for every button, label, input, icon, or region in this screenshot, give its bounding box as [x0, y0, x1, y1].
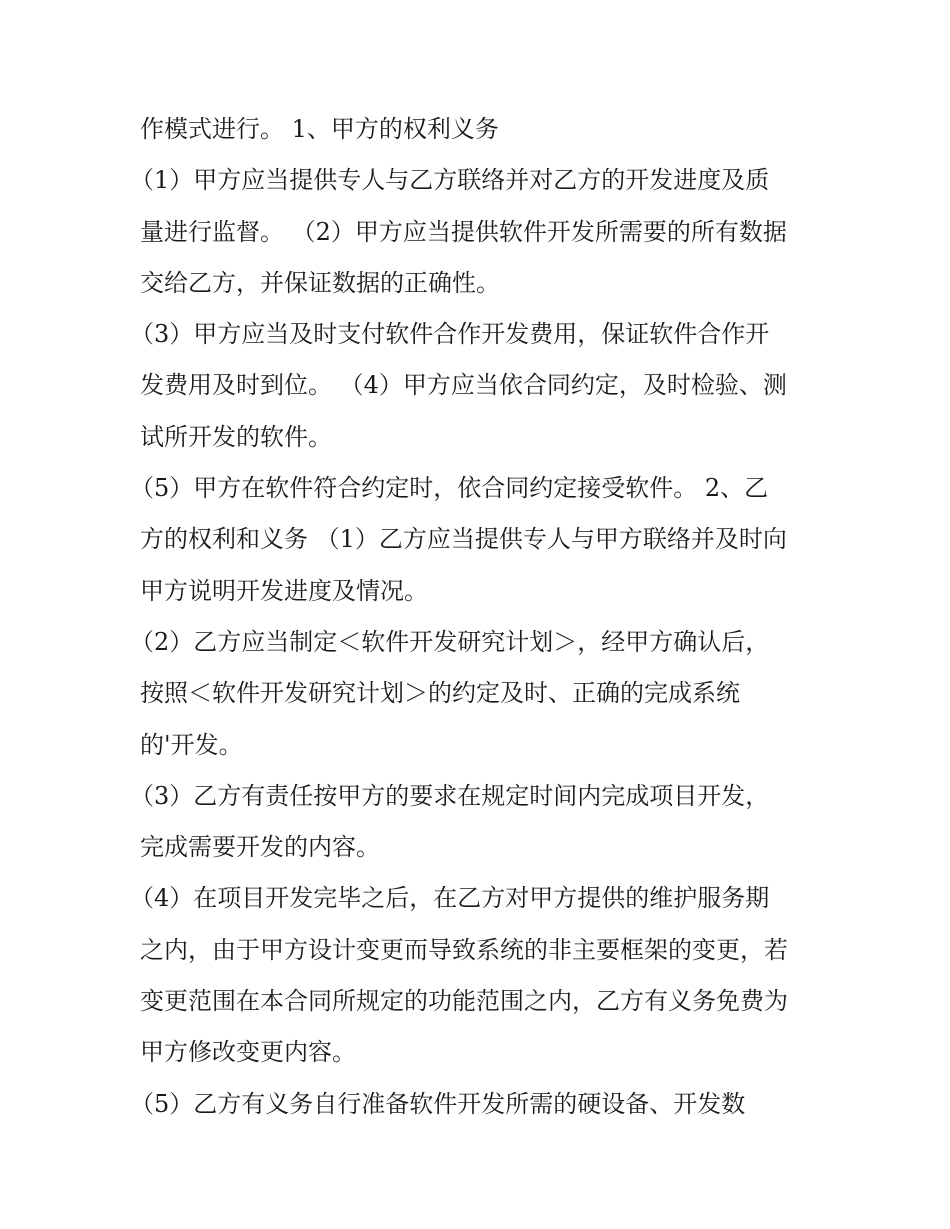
text-line: 变更范围在本合同所规定的功能范围之内，乙方有义务免费为	[140, 987, 788, 1016]
text-line: （2）乙方应当制定＜软件开发研究计划＞，经甲方确认后，	[130, 627, 770, 656]
text-line: 方的权利和义务 （1）乙方应当提供专人与甲方联络并及时向	[140, 525, 787, 554]
text-line: 作模式进行。 1、甲方的权利义务	[140, 115, 499, 143]
text-line: （5）乙方有义务自行准备软件开发所需的硬设备、开发数	[130, 1089, 746, 1118]
document-body	[130, 104, 820, 1130]
text-line: 交给乙方，并保证数据的正确性。	[140, 268, 500, 297]
text-line: 量进行监督。 （2）甲方应当提供软件开发所需要的所有数据	[140, 217, 787, 246]
text-line: 的'开发。	[140, 730, 243, 759]
text-line: 发费用及时到位。 （4）甲方应当依合同约定，及时检验、测	[140, 371, 787, 400]
text-line: 之内，由于甲方设计变更而导致系统的非主要框架的变更，若	[140, 935, 788, 964]
text-line: （1）甲方应当提供专人与乙方联络并对乙方的开发进度及质	[130, 166, 770, 195]
text-line: （5）甲方在软件符合约定时，依合同约定接受软件。 2、乙	[130, 474, 769, 503]
text-line: （4）在项目开发完毕之后，在乙方对甲方提供的维护服务期	[130, 884, 770, 913]
text-line: 试所开发的软件。	[140, 422, 332, 451]
text-line: 甲方修改变更内容。	[140, 1038, 356, 1067]
text-line: 按照＜软件开发研究计划＞的约定及时、正确的完成系统	[140, 679, 740, 708]
text-line: （3）甲方应当及时支付软件合作开发费用，保证软件合作开	[130, 320, 770, 349]
text-line: 完成需要开发的内容。	[140, 833, 380, 862]
text-line: 甲方说明开发进度及情况。	[140, 576, 428, 605]
text-line: （3）乙方有责任按甲方的要求在规定时间内完成项目开发，	[130, 781, 770, 810]
